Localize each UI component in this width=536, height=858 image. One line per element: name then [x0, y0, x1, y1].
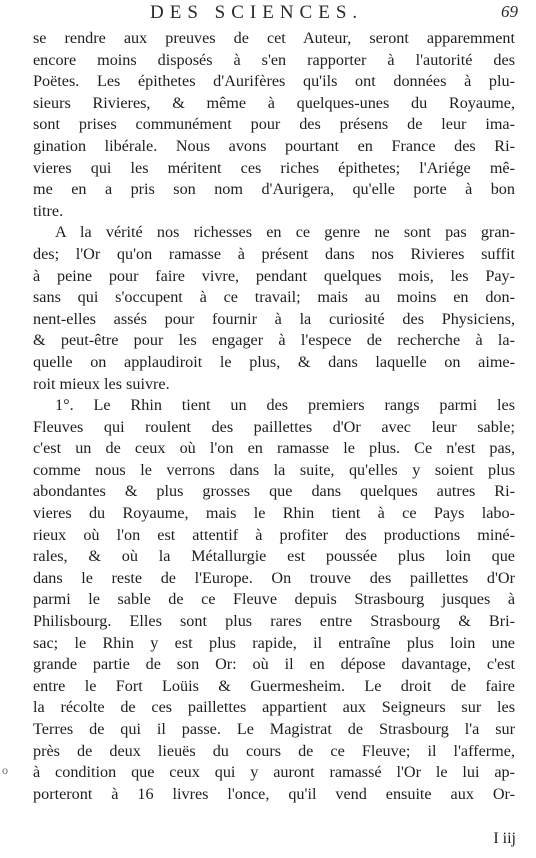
signature-mark: I iij	[493, 830, 516, 847]
text-line: Fleuves qui roulent des paillettes d'Or avec leur sable;	[33, 417, 515, 436]
text-line: & peut-être pour les engager à l'espece de recherche à la-	[33, 331, 515, 350]
text-line: se rendre aux preuves de cet Auteur, seront apparemment	[33, 29, 515, 47]
paragraph-3	[33, 395, 515, 805]
text-line: titre.	[33, 201, 64, 220]
text-line: sont prises communément pour des présens de leur ima-	[33, 115, 515, 134]
page-number: 69	[501, 2, 518, 21]
text-line: la récolte de ces paillettes appartient aux Seigneurs sur les	[33, 698, 515, 717]
text-line: nent-elles assés pour fournir à la curiosité des Physiciens,	[33, 309, 515, 328]
text-line: vieres qui les méritent ces riches épithetes; l'Ariége mê-	[33, 158, 515, 177]
text-line: porteront à 16 livres l'once, qu'il vend ensuite aux Or-	[33, 784, 515, 803]
text-line: parmi le sable de ce Fleuve depuis Strasbourg jusques à	[33, 590, 515, 609]
text-line: Philisbourg. Elles sont plus rares entre Strasbourg & Bri-	[33, 612, 515, 631]
body-text	[33, 28, 515, 805]
margin-mark: o	[2, 763, 8, 777]
text-line: vieres du Royaume, mais le Rhin tient à ce Pays labo-	[33, 504, 515, 523]
text-line: roit mieux les suivre.	[33, 374, 170, 393]
text-line: rieux où l'on est attentif à profiter des productions miné-	[33, 525, 515, 544]
text-line: quelle on applaudiroit le plus, & dans laquelle on aime-	[33, 352, 515, 371]
paragraph-1	[33, 28, 515, 222]
text-line: gination libérale. Nous avons pourtant en France des Ri-	[33, 136, 515, 155]
text-line: sans qui s'occupent à ce travail; mais au moins en don-	[33, 288, 515, 307]
text-line: Poëtes. Les épithetes d'Aurifères qu'ils ont données à plu-	[33, 72, 515, 91]
text-line: des; l'Or qu'on ramasse à présent dans nos Rivieres suffit	[33, 244, 515, 263]
text-line: encore moins disposés à s'en rapporter à l'autorité des	[33, 50, 515, 69]
text-line: sac; le Rhin y est plus rapide, il entraîne plus loin une	[33, 633, 515, 652]
paragraph-2	[33, 222, 515, 395]
text-line: près de deux lieuës du cours de ce Fleuve; il l'afferme,	[33, 741, 515, 760]
text-line: grande partie de son Or: où il en dépose davantage, c'est	[33, 655, 515, 674]
text-line: me en a pris son nom d'Aurigera, qu'elle porte à bon	[33, 180, 515, 199]
text-line: c'est un de ceux où l'on en ramasse le plus. Ce n'est pas,	[33, 439, 515, 458]
text-line: A la vérité nos richesses en ce genre ne sont pas gran-	[55, 223, 515, 242]
text-line: à condition que ceux qui y auront ramassé l'Or le lui ap-	[33, 763, 515, 782]
running-title: DES SCIENCES.	[150, 2, 364, 23]
text-line: dans le reste de l'Europe. On trouve des paillettes d'Or	[33, 568, 515, 587]
text-line: Terres de qui il passe. Le Magistrat de Strasbourg l'a sur	[33, 720, 515, 738]
text-line: comme nous le verrons dans la suite, qu'elles y soient plus	[33, 460, 515, 479]
text-line: sieurs Rivieres, & même à quelques-unes du Royaume,	[33, 93, 515, 112]
text-line: abondantes & plus grosses que dans quelques autres Ri-	[33, 482, 515, 501]
text-line: rales, & où la Métallurgie est poussée plus loin que	[33, 547, 515, 566]
text-line: 1°. Le Rhin tient un des premiers rangs parmi les	[55, 396, 515, 415]
text-line: entre le Fort Loüis & Guermesheim. Le droit de faire	[33, 676, 515, 695]
running-head	[0, 2, 536, 24]
text-line: à peine pour faire vivre, pendant quelques mois, les Pay-	[33, 266, 515, 285]
